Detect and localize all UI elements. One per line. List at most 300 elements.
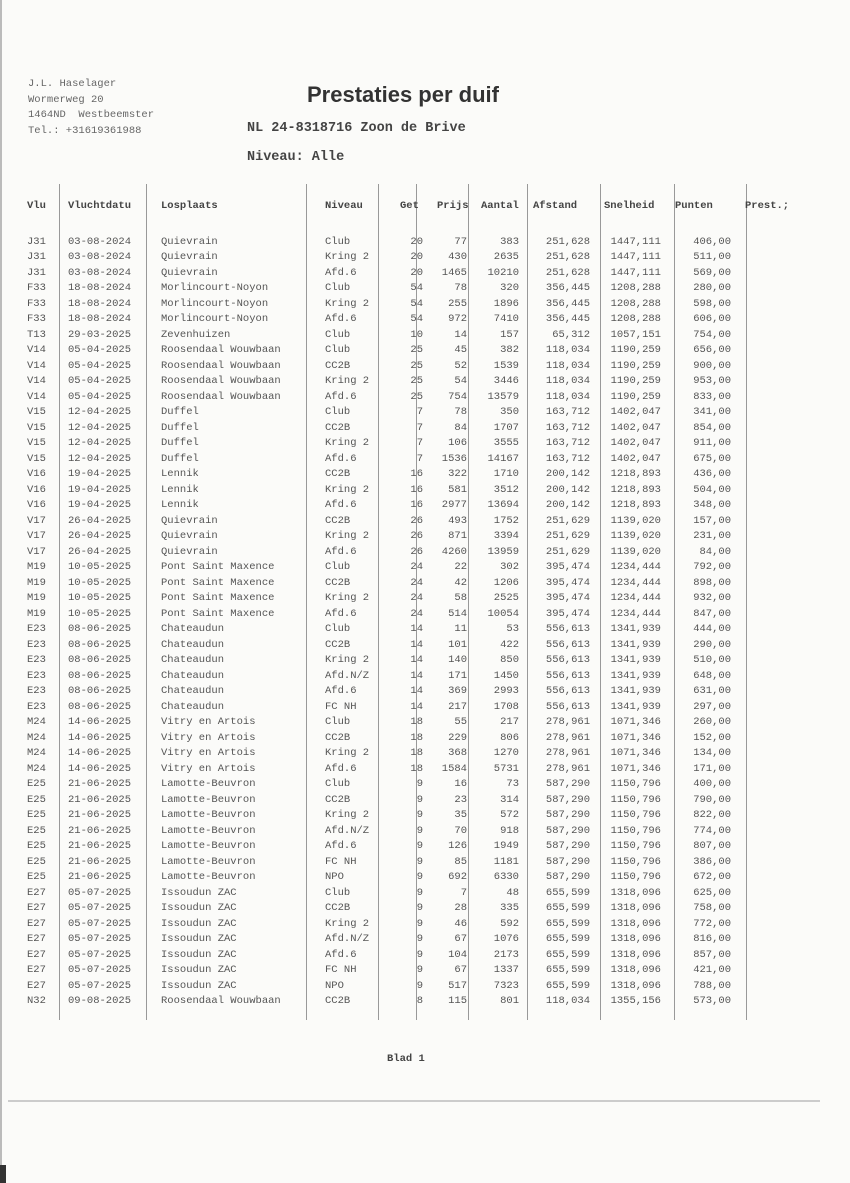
cell-vlu: E27 — [27, 886, 46, 899]
cell-vlu: E23 — [27, 685, 46, 698]
cell-prijs: 171 — [448, 669, 467, 682]
cell-prestatie — [738, 777, 825, 793]
cell-punten: 84,00 — [699, 545, 731, 558]
cell-get: 9 — [416, 902, 423, 915]
cell-snelheid: 1208,288 — [610, 297, 661, 310]
cell-vlu: F33 — [27, 313, 46, 326]
cell-niveau: Afd.6 — [325, 685, 357, 698]
table-row — [25, 544, 825, 560]
cell-vluchtdatum: 08-06-2025 — [68, 638, 132, 651]
cell-vluchtdatum: 12-04-2025 — [68, 421, 132, 434]
cell-prestatie — [738, 591, 825, 607]
table-row — [25, 746, 825, 762]
cell-niveau: Club — [325, 561, 351, 574]
cell-prijs: 78 — [454, 406, 467, 419]
cell-losplaats: Pont Saint Maxence — [161, 561, 275, 574]
cell-afstand: 395,474 — [545, 607, 590, 620]
cell-snelheid: 1318,096 — [610, 917, 661, 930]
cell-niveau: CC2B — [325, 359, 351, 372]
cell-niveau: Club — [325, 328, 351, 341]
table-row — [25, 250, 825, 266]
cell-get: 24 — [410, 561, 423, 574]
cell-niveau: Kring 2 — [325, 437, 370, 450]
cell-get: 16 — [410, 468, 423, 481]
cell-punten: 569,00 — [693, 266, 731, 279]
cell-prestatie — [738, 761, 825, 777]
cell-afstand: 200,142 — [545, 499, 590, 512]
cell-aantal: 5731 — [493, 762, 519, 775]
table-header-row — [25, 196, 825, 216]
cell-niveau: Club — [325, 282, 351, 295]
cell-get: 20 — [410, 235, 423, 248]
cell-prijs: 23 — [454, 793, 467, 806]
cell-snelheid: 1341,939 — [610, 654, 661, 667]
cell-punten: 436,00 — [693, 468, 731, 481]
cell-aantal: 1450 — [493, 669, 519, 682]
cell-prijs: 22 — [454, 561, 467, 574]
cell-afstand: 556,613 — [545, 654, 590, 667]
cell-prestatie — [738, 684, 825, 700]
cell-vlu: M19 — [27, 576, 46, 589]
cell-snelheid: 1218,893 — [610, 499, 661, 512]
cell-snelheid: 1341,939 — [610, 638, 661, 651]
cell-punten: 672,00 — [693, 871, 731, 884]
cell-niveau: CC2B — [325, 421, 351, 434]
cell-aantal: 48 — [506, 886, 519, 899]
cell-prestatie — [738, 482, 825, 498]
cell-losplaats: Lennik — [161, 499, 199, 512]
cell-vluchtdatum: 05-07-2025 — [68, 964, 132, 977]
cell-prijs: 229 — [448, 731, 467, 744]
performance-table — [25, 196, 825, 1009]
cell-afstand: 356,445 — [545, 297, 590, 310]
cell-vluchtdatum: 14-06-2025 — [68, 747, 132, 760]
cell-punten: 573,00 — [693, 995, 731, 1008]
cell-afstand: 395,474 — [545, 592, 590, 605]
cell-aantal: 1206 — [493, 576, 519, 589]
cell-vluchtdatum: 26-04-2025 — [68, 545, 132, 558]
cell-get: 18 — [410, 762, 423, 775]
cell-niveau: Kring 2 — [325, 917, 370, 930]
cell-vlu: J31 — [27, 266, 46, 279]
cell-punten: 833,00 — [693, 390, 731, 403]
cell-vlu: V15 — [27, 406, 46, 419]
cell-prestatie — [738, 947, 825, 963]
cell-losplaats: Roosendaal Wouwbaan — [161, 344, 281, 357]
cell-vlu: V16 — [27, 499, 46, 512]
cell-vlu: V17 — [27, 530, 46, 543]
cell-prestatie — [738, 870, 825, 886]
cell-afstand: 163,712 — [545, 437, 590, 450]
table-row — [25, 978, 825, 994]
cell-aantal: 572 — [500, 809, 519, 822]
cell-prestatie — [738, 250, 825, 266]
cell-afstand: 556,613 — [545, 638, 590, 651]
cell-afstand: 587,290 — [545, 871, 590, 884]
cell-aantal: 1076 — [493, 933, 519, 946]
cell-snelheid: 1150,796 — [610, 840, 661, 853]
cell-niveau: Kring 2 — [325, 809, 370, 822]
cell-aantal: 1337 — [493, 964, 519, 977]
table-row — [25, 839, 825, 855]
cell-get: 54 — [410, 297, 423, 310]
cell-losplaats: Chateaudun — [161, 669, 225, 682]
cell-aantal: 217 — [500, 716, 519, 729]
cell-vlu: M24 — [27, 747, 46, 760]
cell-losplaats: Roosendaal Wouwbaan — [161, 390, 281, 403]
cell-afstand: 278,961 — [545, 747, 590, 760]
cell-prijs: 54 — [454, 375, 467, 388]
cell-prestatie — [738, 389, 825, 405]
cell-prestatie — [738, 668, 825, 684]
cell-prestatie — [738, 560, 825, 576]
cell-punten: 816,00 — [693, 933, 731, 946]
table-row — [25, 420, 825, 436]
cell-punten: 754,00 — [693, 328, 731, 341]
cell-prestatie — [738, 312, 825, 328]
page-title: Prestaties per duif — [307, 82, 499, 107]
table-row — [25, 761, 825, 777]
cell-prijs: 101 — [448, 638, 467, 651]
cell-prijs: 692 — [448, 871, 467, 884]
cell-prestatie — [738, 792, 825, 808]
cell-niveau: Afd.6 — [325, 607, 357, 620]
cell-vluchtdatum: 05-07-2025 — [68, 902, 132, 915]
cell-vlu: E25 — [27, 824, 46, 837]
cell-prestatie — [738, 606, 825, 622]
table-row — [25, 312, 825, 328]
cell-niveau: Kring 2 — [325, 654, 370, 667]
cell-snelheid: 1057,151 — [610, 328, 661, 341]
cell-snelheid: 1139,020 — [610, 514, 661, 527]
cell-snelheid: 1318,096 — [610, 964, 661, 977]
cell-niveau: Club — [325, 623, 351, 636]
cell-vluchtdatum: 10-05-2025 — [68, 592, 132, 605]
scan-page-edge — [0, 0, 2, 1183]
cell-prijs: 430 — [448, 251, 467, 264]
cell-snelheid: 1150,796 — [610, 793, 661, 806]
cell-prestatie — [738, 699, 825, 715]
table-row — [25, 823, 825, 839]
cell-snelheid: 1234,444 — [610, 592, 661, 605]
page-number: Blad 1 — [387, 1053, 425, 1065]
cell-afstand: 200,142 — [545, 483, 590, 496]
table-row — [25, 668, 825, 684]
cell-losplaats: Lamotte-Beuvron — [161, 793, 256, 806]
cell-punten: 792,00 — [693, 561, 731, 574]
cell-prestatie — [738, 451, 825, 467]
cell-prijs: 2977 — [441, 499, 467, 512]
cell-vlu: E23 — [27, 654, 46, 667]
cell-aantal: 1270 — [493, 747, 519, 760]
cell-niveau: Afd.6 — [325, 762, 357, 775]
cell-afstand: 655,599 — [545, 902, 590, 915]
cell-losplaats: Zevenhuizen — [161, 328, 231, 341]
cell-prestatie — [738, 420, 825, 436]
cell-get: 9 — [416, 886, 423, 899]
cell-aantal: 1539 — [493, 359, 519, 372]
cell-prestatie — [738, 234, 825, 250]
cell-vluchtdatum: 21-06-2025 — [68, 824, 132, 837]
cell-vluchtdatum: 10-05-2025 — [68, 576, 132, 589]
cell-get: 7 — [416, 421, 423, 434]
cell-punten: 675,00 — [693, 452, 731, 465]
cell-afstand: 278,961 — [545, 716, 590, 729]
cell-losplaats: Lamotte-Beuvron — [161, 871, 256, 884]
cell-punten: 406,00 — [693, 235, 731, 248]
cell-get: 7 — [416, 406, 423, 419]
cell-prestatie — [738, 265, 825, 281]
cell-vlu: E27 — [27, 948, 46, 961]
cell-aantal: 3446 — [493, 375, 519, 388]
col-prijs: Prijs — [437, 200, 469, 212]
cell-vluchtdatum: 14-06-2025 — [68, 716, 132, 729]
table-row — [25, 901, 825, 917]
cell-niveau: Club — [325, 886, 351, 899]
cell-get: 24 — [410, 592, 423, 605]
cell-snelheid: 1341,939 — [610, 685, 661, 698]
cell-vlu: E25 — [27, 793, 46, 806]
cell-get: 14 — [410, 638, 423, 651]
cell-vluchtdatum: 18-08-2024 — [68, 297, 132, 310]
col-punten: Punten — [675, 200, 713, 212]
cell-prijs: 11 — [454, 623, 467, 636]
table-row — [25, 730, 825, 746]
cell-niveau: CC2B — [325, 902, 351, 915]
cell-aantal: 1707 — [493, 421, 519, 434]
cell-losplaats: Chateaudun — [161, 638, 225, 651]
table-row — [25, 560, 825, 576]
cell-get: 9 — [416, 933, 423, 946]
cell-snelheid: 1402,047 — [610, 421, 661, 434]
cell-punten: 386,00 — [693, 855, 731, 868]
cell-punten: 152,00 — [693, 731, 731, 744]
cell-punten: 847,00 — [693, 607, 731, 620]
cell-losplaats: Issoudun ZAC — [161, 917, 237, 930]
cell-losplaats: Duffel — [161, 452, 199, 465]
cell-vluchtdatum: 05-04-2025 — [68, 344, 132, 357]
cell-niveau: Afd.6 — [325, 390, 357, 403]
cell-snelheid: 1150,796 — [610, 778, 661, 791]
cell-punten: 656,00 — [693, 344, 731, 357]
table-row — [25, 374, 825, 390]
cell-prestatie — [738, 296, 825, 312]
cell-prijs: 4260 — [441, 545, 467, 558]
cell-afstand: 278,961 — [545, 762, 590, 775]
pigeon-id: NL 24-8318716 Zoon de Brive — [247, 121, 466, 136]
cell-snelheid: 1208,288 — [610, 282, 661, 295]
table-row — [25, 994, 825, 1010]
cell-vlu: M24 — [27, 762, 46, 775]
cell-prijs: 77 — [454, 235, 467, 248]
cell-prijs: 514 — [448, 607, 467, 620]
table-row — [25, 327, 825, 343]
cell-aantal: 320 — [500, 282, 519, 295]
cell-afstand: 118,034 — [545, 375, 590, 388]
cell-vlu: E25 — [27, 871, 46, 884]
cell-vluchtdatum: 08-06-2025 — [68, 669, 132, 682]
cell-snelheid: 1318,096 — [610, 886, 661, 899]
col-snelheid: Snelheid — [604, 200, 655, 212]
cell-prijs: 78 — [454, 282, 467, 295]
cell-losplaats: Lamotte-Beuvron — [161, 809, 256, 822]
cell-snelheid: 1318,096 — [610, 902, 661, 915]
cell-prijs: 7 — [460, 886, 467, 899]
cell-snelheid: 1071,346 — [610, 716, 661, 729]
cell-losplaats: Issoudun ZAC — [161, 902, 237, 915]
cell-niveau: Kring 2 — [325, 375, 370, 388]
cell-prijs: 369 — [448, 685, 467, 698]
table-row — [25, 637, 825, 653]
cell-losplaats: Chateaudun — [161, 700, 225, 713]
cell-get: 7 — [416, 437, 423, 450]
cell-vlu: E27 — [27, 902, 46, 915]
cell-prestatie — [738, 436, 825, 452]
cell-aantal: 1752 — [493, 514, 519, 527]
cell-aantal: 350 — [500, 406, 519, 419]
table-row — [25, 281, 825, 297]
cell-afstand: 118,034 — [545, 390, 590, 403]
cell-vlu: E25 — [27, 855, 46, 868]
cell-aantal: 13694 — [487, 499, 519, 512]
cell-prijs: 1584 — [441, 762, 467, 775]
cell-prijs: 126 — [448, 840, 467, 853]
cell-get: 26 — [410, 545, 423, 558]
cell-losplaats: Duffel — [161, 421, 199, 434]
cell-punten: 348,00 — [693, 499, 731, 512]
cell-vluchtdatum: 21-06-2025 — [68, 871, 132, 884]
cell-niveau: CC2B — [325, 995, 351, 1008]
cell-prestatie — [738, 653, 825, 669]
cell-aantal: 1896 — [493, 297, 519, 310]
cell-vluchtdatum: 05-04-2025 — [68, 390, 132, 403]
table-row — [25, 916, 825, 932]
cell-prijs: 1465 — [441, 266, 467, 279]
table-row — [25, 653, 825, 669]
cell-aantal: 3512 — [493, 483, 519, 496]
cell-punten: 504,00 — [693, 483, 731, 496]
cell-losplaats: Morlincourt-Noyon — [161, 282, 269, 295]
cell-punten: 157,00 — [693, 514, 731, 527]
cell-niveau: Kring 2 — [325, 251, 370, 264]
cell-punten: 900,00 — [693, 359, 731, 372]
cell-prijs: 104 — [448, 948, 467, 961]
cell-get: 14 — [410, 685, 423, 698]
cell-prestatie — [738, 327, 825, 343]
table-row — [25, 575, 825, 591]
cell-prestatie — [738, 405, 825, 421]
cell-vluchtdatum: 05-07-2025 — [68, 979, 132, 992]
cell-get: 10 — [410, 328, 423, 341]
cell-snelheid: 1447,111 — [610, 235, 661, 248]
cell-get: 14 — [410, 654, 423, 667]
cell-aantal: 1708 — [493, 700, 519, 713]
cell-losplaats: Quievrain — [161, 266, 218, 279]
cell-losplaats: Lamotte-Beuvron — [161, 840, 256, 853]
cell-vlu: E23 — [27, 638, 46, 651]
cell-get: 25 — [410, 344, 423, 357]
cell-losplaats: Issoudun ZAC — [161, 933, 237, 946]
cell-snelheid: 1341,939 — [610, 700, 661, 713]
cell-prestatie — [738, 808, 825, 824]
cell-get: 18 — [410, 747, 423, 760]
cell-prijs: 35 — [454, 809, 467, 822]
cell-vluchtdatum: 19-04-2025 — [68, 499, 132, 512]
cell-afstand: 278,961 — [545, 731, 590, 744]
cell-losplaats: Roosendaal Wouwbaan — [161, 375, 281, 388]
cell-niveau: CC2B — [325, 576, 351, 589]
cell-afstand: 118,034 — [545, 344, 590, 357]
table-row — [25, 870, 825, 886]
table-row — [25, 467, 825, 483]
cell-aantal: 422 — [500, 638, 519, 651]
cell-niveau: Afd.6 — [325, 840, 357, 853]
cell-prestatie — [738, 544, 825, 560]
cell-snelheid: 1318,096 — [610, 948, 661, 961]
cell-aantal: 314 — [500, 793, 519, 806]
cell-vluchtdatum: 05-07-2025 — [68, 886, 132, 899]
cell-get: 9 — [416, 964, 423, 977]
cell-vluchtdatum: 21-06-2025 — [68, 778, 132, 791]
cell-losplaats: Lennik — [161, 468, 199, 481]
cell-snelheid: 1150,796 — [610, 855, 661, 868]
cell-losplaats: Morlincourt-Noyon — [161, 297, 269, 310]
cell-vluchtdatum: 08-06-2025 — [68, 654, 132, 667]
cell-niveau: Kring 2 — [325, 297, 370, 310]
cell-get: 16 — [410, 499, 423, 512]
cell-get: 20 — [410, 266, 423, 279]
cell-punten: 341,00 — [693, 406, 731, 419]
cell-vlu: E23 — [27, 623, 46, 636]
table-row — [25, 963, 825, 979]
cell-prijs: 255 — [448, 297, 467, 310]
cell-vluchtdatum: 05-04-2025 — [68, 375, 132, 388]
cell-get: 9 — [416, 979, 423, 992]
cell-losplaats: Quievrain — [161, 251, 218, 264]
cell-snelheid: 1402,047 — [610, 437, 661, 450]
cell-aantal: 7323 — [493, 979, 519, 992]
cell-losplaats: Pont Saint Maxence — [161, 592, 275, 605]
cell-vlu: E23 — [27, 700, 46, 713]
cell-punten: 297,00 — [693, 700, 731, 713]
cell-vluchtdatum: 05-07-2025 — [68, 917, 132, 930]
cell-aantal: 302 — [500, 561, 519, 574]
cell-vluchtdatum: 29-03-2025 — [68, 328, 132, 341]
col-vluchtdatum: Vluchtdatu — [68, 200, 132, 212]
cell-get: 9 — [416, 809, 423, 822]
cell-vluchtdatum: 03-08-2024 — [68, 251, 132, 264]
cell-prestatie — [738, 932, 825, 948]
cell-prijs: 140 — [448, 654, 467, 667]
cell-aantal: 383 — [500, 235, 519, 248]
cell-vluchtdatum: 12-04-2025 — [68, 452, 132, 465]
cell-prestatie — [738, 622, 825, 638]
cell-get: 24 — [410, 576, 423, 589]
cell-get: 25 — [410, 359, 423, 372]
cell-vluchtdatum: 19-04-2025 — [68, 468, 132, 481]
cell-niveau: CC2B — [325, 514, 351, 527]
cell-punten: 134,00 — [693, 747, 731, 760]
cell-snelheid: 1190,259 — [610, 375, 661, 388]
cell-afstand: 395,474 — [545, 576, 590, 589]
cell-prestatie — [738, 839, 825, 855]
table-row — [25, 405, 825, 421]
cell-prijs: 871 — [448, 530, 467, 543]
cell-prijs: 517 — [448, 979, 467, 992]
cell-niveau: CC2B — [325, 468, 351, 481]
cell-prijs: 42 — [454, 576, 467, 589]
cell-aantal: 14167 — [487, 452, 519, 465]
